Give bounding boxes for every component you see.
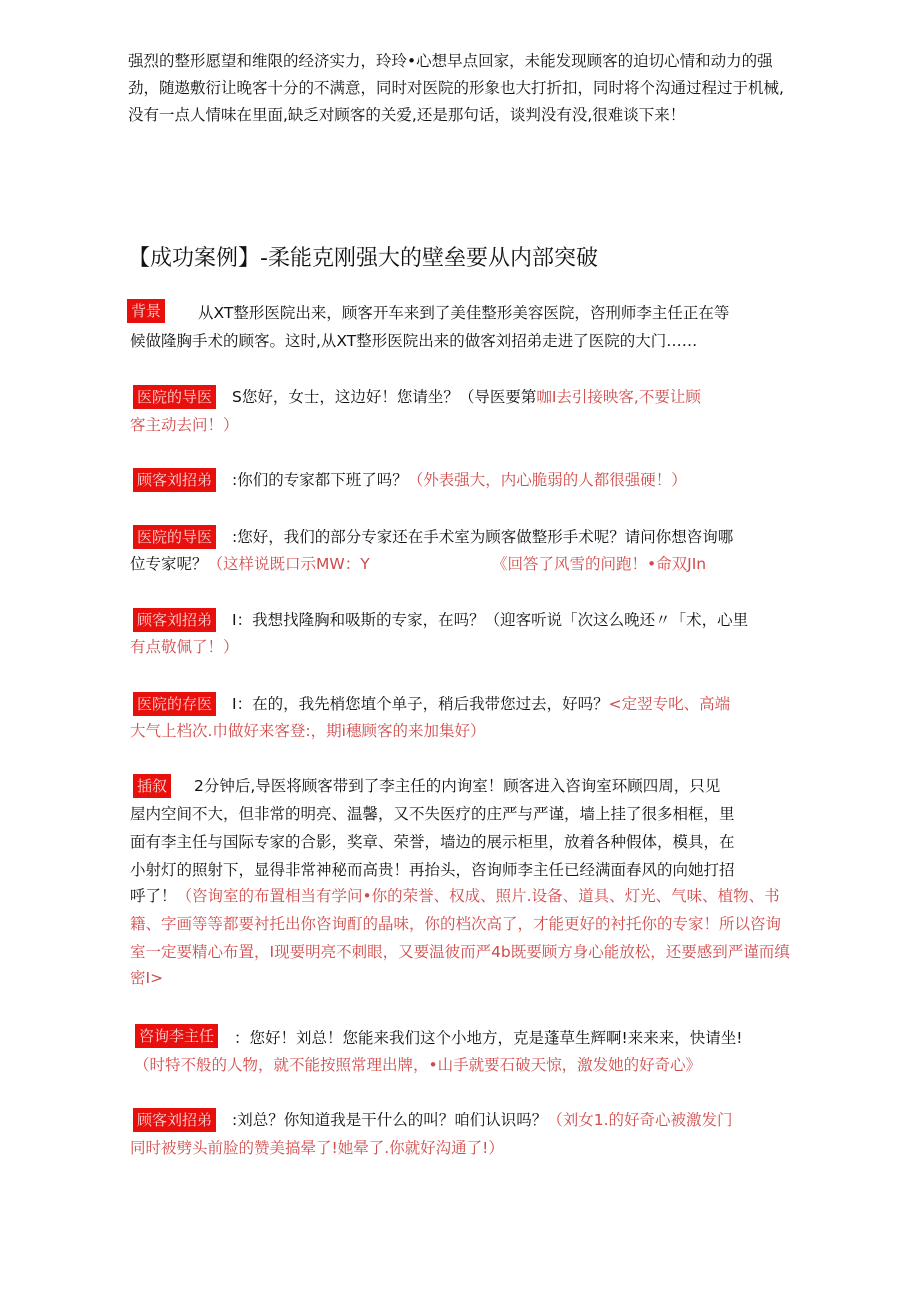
annotation-segment: <定翌专叱、高端 [608, 695, 731, 713]
dialogue-line [492, 554, 706, 574]
dialogue-line [130, 860, 735, 880]
text-segment: ：您好！刘总！您能来我们这个小地方，克是蓬草生辉啊!来来来，快请坐! [234, 1029, 743, 1047]
dialogue-line [234, 1028, 742, 1048]
speaker-tag: 顾客刘招弟 [133, 608, 216, 632]
annotation-segment: 《回答了风雪的问跑！•命双JIn [492, 555, 707, 573]
text-segment: 面有李主任与国际专家的合影，奖章、荣誉，墙边的展示柜里，放着各种假体，模具，在 [130, 833, 735, 851]
text-segment: :您好，我们的部分专家还在手术室为顾客做整形手术呢？请问你想咨询哪 [232, 528, 734, 546]
text-segment: S您好，女士，这边好！您请坐？（导医要第 [232, 388, 537, 406]
annotation-segment: 客主动去问！） [130, 416, 239, 434]
dialogue-line [232, 694, 730, 714]
dialogue-line [198, 303, 729, 323]
dialogue-line [130, 942, 790, 962]
dialogue-line [130, 886, 780, 906]
speaker-tag: 顾客刘招弟 [133, 468, 216, 492]
dialogue-line [232, 610, 748, 630]
annotation-segment: 咖I去引接映客,不要让顾 [536, 388, 701, 406]
dialogue-line [130, 721, 485, 741]
intro-line: 劲，随遨敷衍让晚客十分的不满意，同时对医院的形象也大打折扣，同时将个沟通过程过于机械, [128, 79, 784, 97]
speaker-tag: 医院的导医 [133, 385, 216, 409]
dialogue-line [232, 527, 733, 547]
annotation-segment: 室一定要精心布置，I现要明亮不刺眼，又要温彼而严4b既要顾方身心能放松，还要感到严谨而缜 [130, 943, 790, 961]
text-segment: 呼了！ [130, 887, 177, 905]
annotation-segment: （外表强大，内心脆弱的人都很强硬！） [407, 471, 687, 489]
speaker-tag: 背景 [127, 299, 165, 323]
dialogue-line [134, 1055, 701, 1075]
speaker-tag: 插叙 [133, 774, 171, 798]
speaker-tag: 咨询李主任 [135, 1024, 218, 1048]
annotation-segment: （刘女1.的好奇心被激发门 [547, 1111, 733, 1129]
annotation-segment: 大气上档次.巾做好来客登:，期i穗顾客 [130, 722, 393, 740]
speaker-tag: 顾客刘招弟 [133, 1108, 216, 1132]
text-segment: I：我想找隆胸和吸斯的专家，在吗？（迎客听说「次这么晚还〃「术，心里 [232, 611, 749, 629]
intro-line: 没有一点人情味在里面,缺乏对顾客的关爱,还是那句话，谈判没有没,很难谈下来！ [128, 106, 686, 124]
dialogue-line [232, 470, 687, 490]
dialogue-line [130, 637, 239, 657]
dialogue-line [232, 1110, 733, 1130]
text-segment: 位专家呢？ [130, 555, 208, 573]
speaker-tag: 医院的导医 [133, 525, 216, 549]
dialogue-line [130, 554, 370, 574]
dialogue-line [232, 387, 701, 407]
dialogue-line [130, 914, 781, 934]
annotation-segment: 同时被劈头前脸的赞美搞晕了!她晕了.你就好沟通了!） [130, 1139, 504, 1157]
annotation-segment: （这样说既口示MW：Y [207, 555, 370, 573]
annotation-segment: （时特不般的人物，就不能按照常理出牌，•山手就要石破天惊，激发她的好奇心》 [134, 1056, 702, 1074]
dialogue-line [130, 832, 735, 852]
dialogue-line [194, 776, 720, 796]
annotation-segment: 有点敬佩了！） [130, 638, 239, 656]
text-segment: I：在的，我先梢您埴个单子，稍后我带您过去，好吗？ [232, 695, 609, 713]
dialogue-line [130, 968, 163, 988]
annotation-segment: 籍、字画等等都要衬托出你咨询酊的晶味，你的档次高了，才能更好的衬托你的专家！所以咨询 [130, 915, 782, 933]
annotation-segment: 密I> [130, 969, 164, 987]
text-segment: :刘总？你知道我是干什么的叫？咱们认识吗？ [232, 1111, 548, 1129]
intro-line: 强烈的整形愿望和维限的经济实力，玲玲•心想早点回家，未能发现顾客的迫切心情和动力的强 [128, 52, 773, 70]
dialogue-line [130, 1138, 504, 1158]
text-segment: 从XT整形医院出来，顾客开车来到了美佳整形美容医院，咨刑师李主任正在等 [198, 304, 730, 322]
dialogue-line [130, 415, 239, 435]
text-segment: 屋内空间不大，但非常的明亮、温馨，又不失医疗的庄严与严谨，墙上挂了很多相框，里 [130, 805, 735, 823]
speaker-tag: 医院的存医 [133, 692, 216, 716]
dialogue-line [130, 331, 697, 351]
annotation-segment: 的来加集好） [392, 722, 486, 740]
text-segment: 候做隆胸手术的顾客。这时,从XT整形医院出来的做客刘招弟走进了医院的大门…… [130, 332, 698, 350]
section-title: 【成功案例】-柔能克刚强大的壁垒要从内部突破 [128, 246, 598, 271]
text-segment: :你们的专家都下班了吗？ [232, 471, 408, 489]
annotation-segment: （咨询室的布置相当有学问•你的荣誉、权成、照片.设备、道具、灯光、气味、植物、书 [176, 887, 780, 905]
dialogue-line [130, 804, 735, 824]
text-segment: 小射灯的照射下，显得非常神秘而高贵！再抬头，咨询师李主任已经满面春风的向她打招 [130, 861, 735, 879]
text-segment: 2分钟后,导医将顾客带到了李主任的内询室！顾客进入咨询室环顾四周，只见 [194, 777, 721, 795]
